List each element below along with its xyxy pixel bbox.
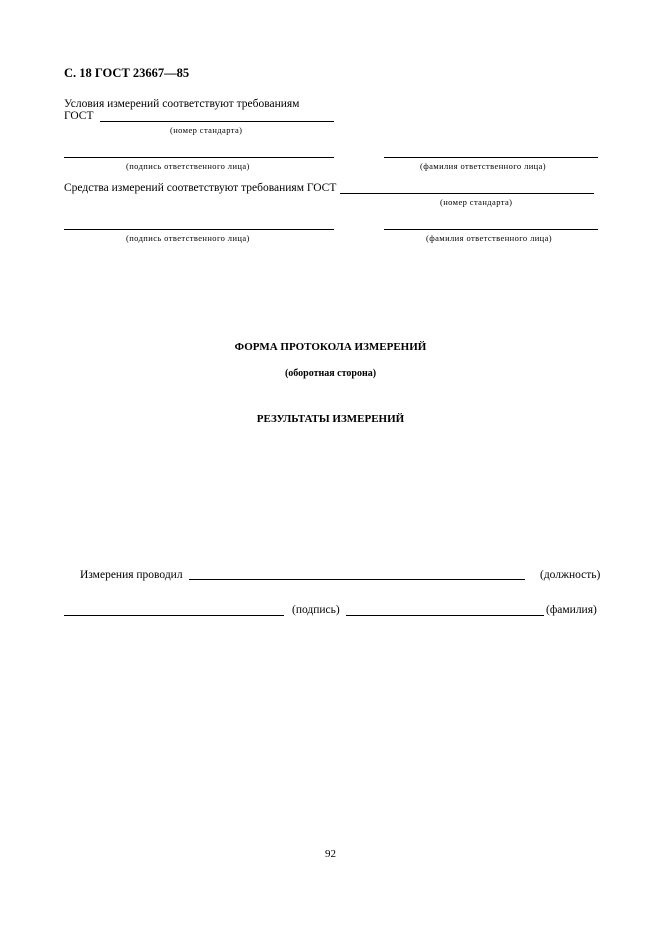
instruments-signature-caption: (подпись ответственного лица) bbox=[126, 233, 250, 243]
form-subtitle: (оборотная сторона) bbox=[284, 368, 377, 379]
conditions-gost-label: ГОСТ bbox=[64, 110, 94, 122]
page-number: 92 bbox=[325, 848, 336, 860]
results-title: РЕЗУЛЬТАТЫ ИЗМЕРЕНИЙ bbox=[256, 413, 405, 425]
surname-caption: (фамилия) bbox=[546, 604, 597, 616]
instruments-standard-line bbox=[340, 193, 594, 194]
measurer-label: Измерения проводил bbox=[80, 569, 183, 581]
conditions-surname-caption: (фамилия ответственного лица) bbox=[420, 161, 547, 171]
instruments-surname-caption: (фамилия ответственного лица) bbox=[426, 233, 553, 243]
measurer-signature-line bbox=[64, 615, 284, 616]
measurer-surname-line bbox=[346, 615, 544, 616]
instruments-surname-line bbox=[384, 229, 598, 230]
conditions-signature-line bbox=[64, 157, 334, 158]
conditions-standard-caption: (номер стандарта) bbox=[170, 125, 243, 135]
conditions-signature-caption: (подпись ответственного лица) bbox=[126, 161, 250, 171]
signature-caption: (подпись) bbox=[292, 604, 340, 616]
conditions-standard-line bbox=[100, 121, 334, 122]
instruments-text: Средства измерений соответствуют требованиям ГОСТ bbox=[64, 182, 337, 194]
position-caption: (должность) bbox=[540, 569, 601, 581]
page-header: С. 18 ГОСТ 23667—85 bbox=[64, 66, 190, 80]
conditions-surname-line bbox=[384, 157, 598, 158]
conditions-text: Условия измерений соответствуют требованиям bbox=[64, 98, 300, 110]
instruments-signature-line bbox=[64, 229, 334, 230]
instruments-standard-caption: (номер стандарта) bbox=[440, 197, 513, 207]
measurer-position-line bbox=[189, 579, 525, 580]
form-title: ФОРМА ПРОТОКОЛА ИЗМЕРЕНИЙ bbox=[234, 341, 427, 353]
